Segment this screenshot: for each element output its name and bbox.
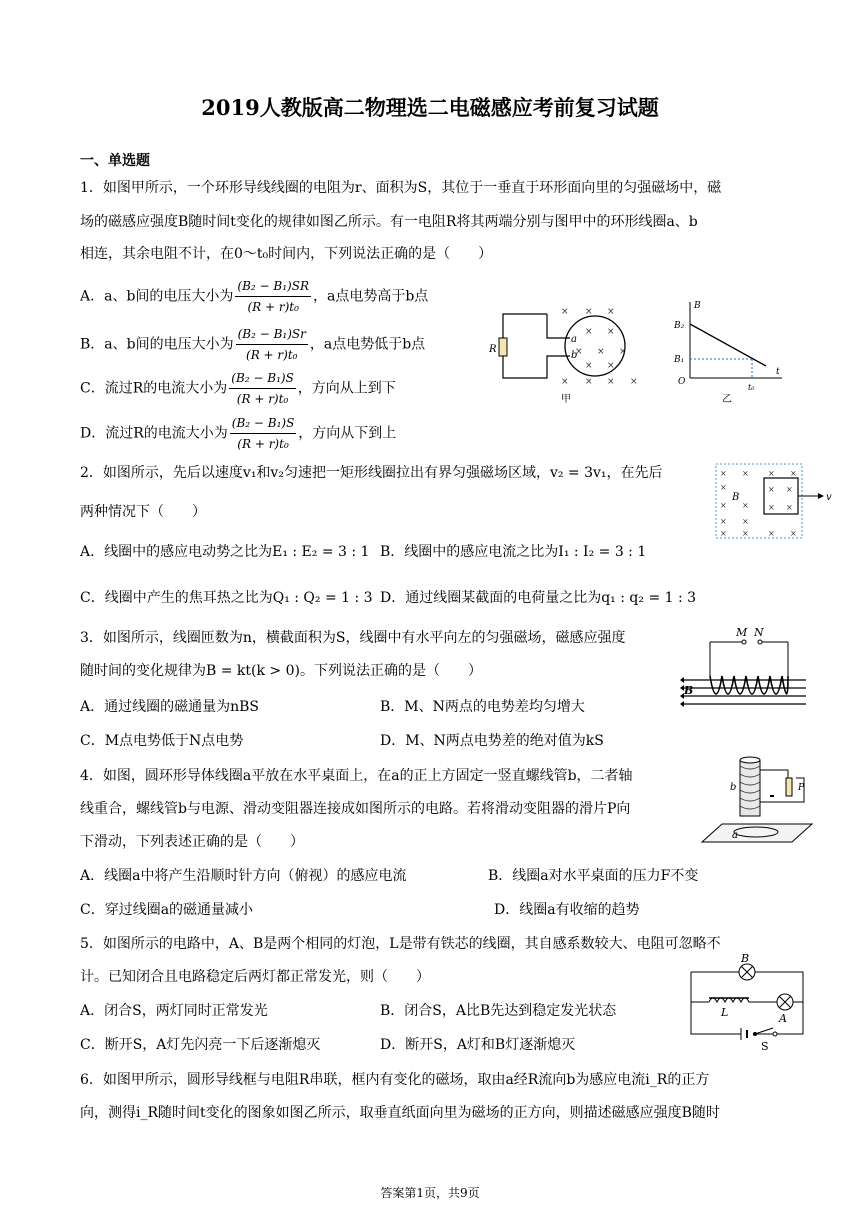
svg-text:×: × <box>720 517 727 526</box>
q5-stem-line1: 5．如图所示的电路中，A、B是两个相同的灯泡，L是带有铁芯的线圈，其自感系数较大、电阻可忽略不 <box>80 936 721 952</box>
svg-text:×: × <box>786 503 793 512</box>
q4-option-b: B．线圈a对水平桌面的压力F不变 <box>488 868 699 884</box>
q1-option-a-prefix: A．a、b间的电压大小为 <box>80 288 234 305</box>
q3-option-d: D．M、N两点电势差的绝对值为kS <box>380 733 604 749</box>
q5-option-c: C．断开S，A灯先闪亮一下后逐渐熄灭 <box>80 1037 321 1053</box>
svg-text:×: × <box>786 485 793 494</box>
q5-stem-line2: 计。已知闭合且电路稳定后两灯都正常发光，则（ ） <box>80 969 430 985</box>
q1-figure-graph <box>670 296 790 408</box>
svg-text:×: × <box>720 483 727 492</box>
q2-fig-b-label: B <box>732 492 740 503</box>
q4-option-d: D．线圈a有收缩的趋势 <box>494 902 640 918</box>
q1-option-b <box>80 324 425 365</box>
q1-option-d-denominator: (R + r)t₀ <box>237 437 289 451</box>
q1-option-b-denominator: (R + r)t₀ <box>246 348 298 362</box>
q1-stem-line1: 1．如图甲所示，一个环形导线线圈的电阻为r、面积为S，其位于一垂直于环形面向里的匀强磁场中，磁 <box>80 180 722 196</box>
q1-option-a-fraction <box>235 276 311 317</box>
q5-fig-s-label: S <box>761 1040 769 1052</box>
q1-option-c-numerator: (B₂ − B₁)S <box>229 368 296 389</box>
q1-option-d-fraction <box>230 413 297 454</box>
q1-stem-line2: 场的磁感应强度B随时间t变化的规律如图乙所示。有一电阻R将其两端分别与图甲中的环形线圈a、b <box>80 214 698 230</box>
q3-stem-line2: 随时间的变化规律为B = kt(k > 0)。下列说法正确的是（ ） <box>80 663 482 679</box>
q1-option-c-prefix: C．流过R的电流大小为 <box>80 380 228 397</box>
q6-stem-line2: 向，测得i_R随时间t变化的图象如图乙所示，取垂直纸面向里为磁场的正方向，则描述磁感应强度B随时 <box>80 1105 720 1121</box>
q3-option-b: B．M、N两点的电势差均匀增大 <box>380 699 585 715</box>
svg-text:×: × <box>585 327 593 337</box>
svg-text:×: × <box>720 469 727 478</box>
q1-graph-t0: t₀ <box>748 383 755 392</box>
q3-fig-b-label: B <box>684 684 694 697</box>
q1-option-d-prefix: D．流过R的电流大小为 <box>80 425 228 442</box>
q1-graph-b2: B₂ <box>674 321 685 331</box>
svg-text:×: × <box>768 485 775 494</box>
q4-stem-line2: 线重合，螺线管b与电源、滑动变阻器连接成如图所示的电路。若将滑动变阻器的滑片P向 <box>80 801 631 817</box>
q1-fig-jia-label: 甲 <box>561 394 571 405</box>
q5-fig-l-label: L <box>721 1006 729 1019</box>
q3-stem-line1: 3．如图所示，线圈匝数为n，横截面积为S，线圈中有水平向左的匀强磁场，磁感应强度 <box>80 630 626 646</box>
svg-text:×: × <box>790 529 797 538</box>
q3-option-a: A．通过线圈的磁通量为nBS <box>80 699 260 715</box>
q1-graph-origin: O <box>678 377 686 387</box>
svg-text:×: × <box>585 361 593 371</box>
q1-option-a-suffix: ，a点电势高于b点 <box>312 288 429 305</box>
q1-option-a-numerator: (B₂ − B₁)SR <box>235 276 311 297</box>
q1-option-a-denominator: (R + r)t₀ <box>247 300 299 314</box>
svg-text:×: × <box>585 307 593 317</box>
q1-fig-a-label: a <box>571 334 577 345</box>
svg-text:×: × <box>585 377 593 387</box>
svg-text:×: × <box>597 347 605 357</box>
q2-option-a: A．线圈中的感应电动势之比为E₁ : E₂ = 3 : 1 <box>80 544 370 560</box>
q5-fig-a-label: A <box>779 1012 787 1025</box>
q1-option-b-suffix: ，a点电势低于b点 <box>309 336 426 353</box>
q3-option-c: C．M点电势低于N点电势 <box>80 733 244 749</box>
svg-text:×: × <box>561 307 569 317</box>
q1-graph-b-axis: B <box>694 301 701 311</box>
svg-text:×: × <box>720 501 727 510</box>
q5-figure <box>685 952 810 1052</box>
q5-fig-b-label: B <box>741 952 750 965</box>
page-footer: 答案第1页，共9页 <box>380 1186 480 1200</box>
svg-text:×: × <box>790 469 797 478</box>
q1-option-b-prefix: B．a、b间的电压大小为 <box>80 336 234 353</box>
svg-text:×: × <box>561 377 569 387</box>
q1-graph-t-axis: t <box>776 367 780 377</box>
q2-option-d: D．通过线圈某截面的电荷量之比为q₁ : q₂ = 1 : 3 <box>380 590 697 606</box>
q6-stem-line1: 6．如图甲所示，圆形导线框与电阻R串联，框内有变化的磁场，取由a经R流向b为感应电流i_R的正方 <box>80 1072 710 1088</box>
svg-text:×: × <box>768 469 775 478</box>
page-title: 2019人教版高二物理选二电磁感应考前复习试题 <box>201 95 659 120</box>
q5-option-d: D．断开S，A灯和B灯逐渐熄灭 <box>380 1037 576 1053</box>
q3-figure <box>680 622 815 722</box>
q4-fig-b-label: b <box>730 782 737 793</box>
q2-stem-line2: 两种情况下（ ） <box>80 504 206 520</box>
svg-text:×: × <box>720 529 727 538</box>
svg-text:×: × <box>619 347 627 357</box>
svg-text:×: × <box>742 501 749 510</box>
q4-fig-a-label: a <box>732 830 738 841</box>
q5-option-b: B．闭合S，A比B先达到稳定发光状态 <box>380 1003 617 1019</box>
q1-option-d <box>80 413 396 454</box>
q1-option-c-fraction <box>229 368 296 409</box>
q1-option-b-numerator: (B₂ − B₁)Sr <box>236 324 308 345</box>
q5-option-a: A．闭合S，两灯同时正常发光 <box>80 1003 268 1019</box>
svg-text:×: × <box>742 517 749 526</box>
svg-text:×: × <box>742 469 749 478</box>
q1-graph-b1: B₁ <box>674 355 685 365</box>
q2-fig-v-label: v <box>826 492 832 503</box>
q1-option-b-fraction <box>236 324 308 365</box>
q3-fig-m-label: M <box>736 626 748 639</box>
q4-stem-line1: 4．如图，圆环形导体线圈a平放在水平桌面上，在a的正上方固定一竖直螺线管b，二者轴 <box>80 768 633 784</box>
q4-fig-p-label: P <box>798 783 805 793</box>
q1-option-a <box>80 276 428 317</box>
q1-option-d-numerator: (B₂ − B₁)S <box>230 413 297 434</box>
q1-stem-line3: 相连，其余电阻不计，在0～t₀时间内，下列说法正确的是（ ） <box>80 246 493 262</box>
svg-text:×: × <box>630 377 638 387</box>
q2-option-b: B．线圈中的感应电流之比为I₁ : I₂ = 3 : 1 <box>380 544 647 560</box>
q4-figure <box>700 752 820 844</box>
svg-text:×: × <box>768 503 775 512</box>
svg-text:×: × <box>742 529 749 538</box>
svg-text:×: × <box>607 307 615 317</box>
q1-fig-yi-label: 乙 <box>722 394 732 405</box>
q4-option-c: C．穿过线圈a的磁通量减小 <box>80 902 254 918</box>
section-heading: 一、单选题 <box>80 153 150 169</box>
svg-text:×: × <box>607 327 615 337</box>
svg-text:×: × <box>575 347 583 357</box>
q2-option-c: C．线圈中产生的焦耳热之比为Q₁ : Q₂ = 1 : 3 <box>80 590 373 606</box>
q1-option-c <box>80 368 396 409</box>
svg-text:×: × <box>768 529 775 538</box>
svg-text:×: × <box>607 377 615 387</box>
q2-stem-line1: 2．如图所示，先后以速度v₁和v₂匀速把一矩形线圈拉出有界匀强磁场区域，v₂ = 3v₁，在先后 <box>80 465 663 481</box>
q1-fig-b-label: b <box>571 350 578 361</box>
q2-figure <box>712 460 832 542</box>
q1-option-c-denominator: (R + r)t₀ <box>236 392 289 406</box>
q1-fig-r-label: R <box>489 344 497 355</box>
q4-stem-line3: 下滑动，下列表述正确的是（ ） <box>80 834 304 850</box>
svg-text:×: × <box>607 361 615 371</box>
q1-option-d-suffix: ，方向从下到上 <box>298 425 397 442</box>
q4-option-a: A．线圈a中将产生沿顺时针方向（俯视）的感应电流 <box>80 868 407 884</box>
q1-option-c-suffix: ，方向从上到下 <box>297 380 396 397</box>
q1-figure-circuit <box>485 300 645 410</box>
q3-fig-n-label: N <box>754 626 764 639</box>
